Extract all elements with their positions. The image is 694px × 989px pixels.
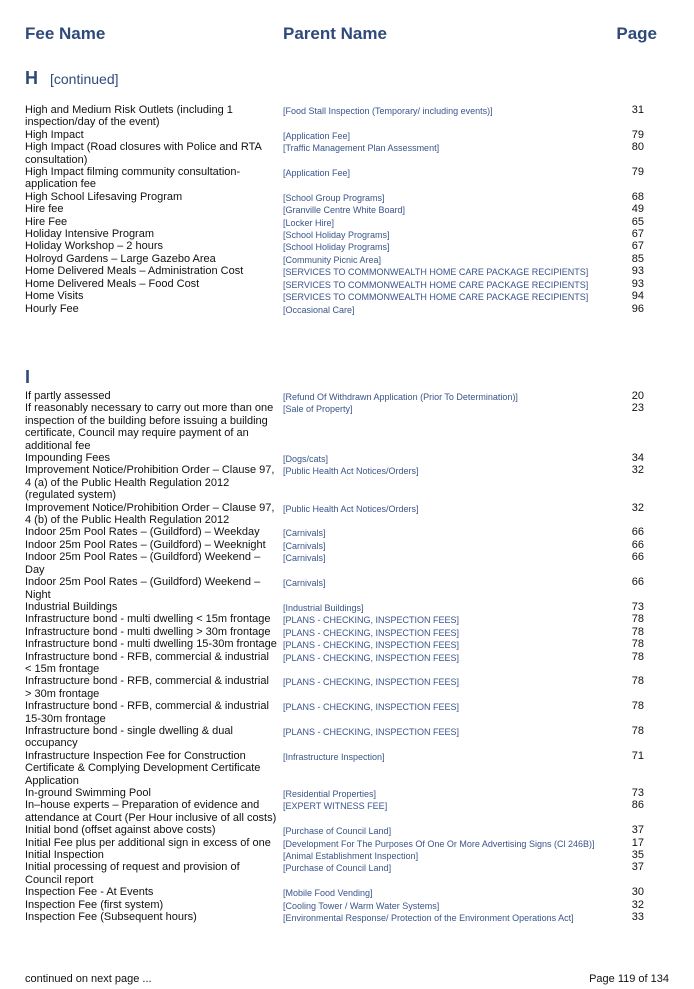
fee-name: Holiday Intensive Program xyxy=(25,228,155,241)
continued-footer: continued on next page ... xyxy=(25,973,152,985)
fee-name: Improvement Notice/Prohibition Order – Clause 97, 4 (b) of the Public Health Regulation 2012 xyxy=(25,501,275,527)
page-number-cell: 66 xyxy=(631,538,644,551)
table-row xyxy=(25,526,645,538)
table-row xyxy=(25,911,645,923)
parent-name-link[interactable]: [PLANS - CHECKING, INSPECTION FEES] xyxy=(283,677,460,688)
table-row xyxy=(25,303,645,315)
parent-name-link[interactable]: [PLANS - CHECKING, INSPECTION FEES] xyxy=(283,702,460,713)
table-row xyxy=(25,539,645,551)
parent-name-link[interactable]: [Carnivals] xyxy=(283,540,326,551)
parent-name-link[interactable]: [Carnivals] xyxy=(283,528,326,539)
parent-name-link[interactable]: [Environmental Response/ Protection of the Environment Operations Act] xyxy=(283,913,574,924)
parent-name-link[interactable]: [School Holiday Programs] xyxy=(283,242,390,253)
table-row xyxy=(25,129,645,141)
fee-name: Hire fee xyxy=(25,203,64,216)
fee-name: Infrastructure Inspection Fee for Construction Certificate & Complying Development Certificate Application xyxy=(25,749,261,787)
table-row xyxy=(25,837,645,849)
page-number-cell: 79 xyxy=(631,166,644,179)
parent-name-link[interactable]: [SERVICES TO COMMONWEALTH HOME CARE PACKAGE RECIPIENTS] xyxy=(283,279,589,290)
table-row xyxy=(25,886,645,898)
table-row xyxy=(25,502,645,527)
fee-name: Initial bond (offset against above costs) xyxy=(25,824,216,837)
h-entries xyxy=(25,104,645,315)
page-number-cell: 66 xyxy=(631,576,644,589)
parent-name-link[interactable]: [Carnivals] xyxy=(283,578,326,589)
fee-name: Indoor 25m Pool Rates – (Guildford) Weekend – Day xyxy=(25,551,261,576)
table-row xyxy=(25,725,645,750)
table-row xyxy=(25,750,645,787)
fee-name: Holiday Workshop – 2 hours xyxy=(25,240,163,253)
page-number-cell: 67 xyxy=(631,240,644,253)
fee-name: Home Delivered Meals – Administration Cost xyxy=(25,265,244,278)
parent-name-link[interactable]: [EXPERT WITNESS FEE] xyxy=(283,801,388,812)
page-number-cell: 78 xyxy=(631,638,644,651)
page-number-cell: 37 xyxy=(631,824,644,837)
parent-name-link[interactable]: [Carnivals] xyxy=(283,553,326,564)
table-row xyxy=(25,104,645,129)
parent-name-link[interactable]: [Public Health Act Notices/Orders] xyxy=(283,503,419,514)
page-number-cell: 78 xyxy=(631,625,644,638)
parent-name-link[interactable]: [Food Stall Inspection (Temporary/ including events)] xyxy=(283,106,493,116)
fee-name: Infrastructure bond - multi dwelling < 15m frontage xyxy=(25,613,271,626)
parent-name-link[interactable]: [Purchase of Council Land] xyxy=(283,826,392,837)
page-number-cell: 37 xyxy=(631,861,644,874)
table-row xyxy=(25,166,645,191)
fee-name: High Impact filming community consultation-application fee xyxy=(25,166,241,191)
fee-name: Initial Inspection xyxy=(25,849,104,862)
table-row xyxy=(25,613,645,625)
fee-name: In-ground Swimming Pool xyxy=(25,787,151,799)
parent-name-link[interactable]: [Animal Establishment Inspection] xyxy=(283,851,419,862)
table-row xyxy=(25,191,645,203)
parent-name-link[interactable]: [Dogs/cats] xyxy=(283,454,329,465)
table-row xyxy=(25,626,645,638)
page-number-cell: 73 xyxy=(631,787,644,799)
fee-name: Infrastructure bond - single dwelling & dual occupancy xyxy=(25,724,233,750)
parent-name-link[interactable]: [PLANS - CHECKING, INSPECTION FEES] xyxy=(283,640,460,651)
table-row xyxy=(25,265,645,277)
page-number-cell: 79 xyxy=(631,128,644,141)
table-row xyxy=(25,861,645,886)
parent-name-link[interactable]: [Purchase of Council Land] xyxy=(283,863,392,874)
fee-name-header: Fee Name xyxy=(25,24,106,43)
page-number-cell: 68 xyxy=(631,190,644,203)
page-number-cell: 66 xyxy=(631,526,644,539)
fee-name: Hourly Fee xyxy=(25,302,79,315)
table-row xyxy=(25,799,645,824)
page-number-cell: 85 xyxy=(631,252,644,265)
page-number-cell: 34 xyxy=(631,452,644,465)
parent-name-link[interactable]: [PLANS - CHECKING, INSPECTION FEES] xyxy=(283,627,460,638)
fee-name: High Impact (Road closures with Police and RTA consultation) xyxy=(25,141,262,166)
page-number-cell: 86 xyxy=(631,799,644,812)
page-number-cell: 71 xyxy=(631,749,644,762)
table-row xyxy=(25,253,645,265)
fee-name: Indoor 25m Pool Rates – (Guildford) Weekend – Night xyxy=(25,576,261,601)
page-number-cell: 66 xyxy=(631,551,644,564)
parent-name-link[interactable]: [School Group Programs] xyxy=(283,192,385,203)
parent-name-link[interactable]: [Mobile Food Vending] xyxy=(283,888,373,899)
fee-name: In–house experts – Preparation of evidence and attendance at Court (Per Hour inclusive of all costs) xyxy=(25,799,277,824)
table-row xyxy=(25,849,645,861)
parent-name-link[interactable]: [Traffic Management Plan Assessment] xyxy=(283,143,440,154)
table-row xyxy=(25,278,645,290)
fee-name: Infrastructure bond - multi dwelling 15-30m frontage xyxy=(25,638,277,651)
parent-name-link[interactable]: [Occasional Care] xyxy=(283,304,355,315)
parent-name-link[interactable]: [Sale of Property] xyxy=(283,404,353,415)
page-number-cell: 67 xyxy=(631,228,644,241)
page-number-cell: 33 xyxy=(631,911,644,924)
fee-name: If reasonably necessary to carry out more than one inspection of the building before issuing a building certificate, Council may require payment of an additional fee xyxy=(25,402,274,452)
page-number: Page 119 of 134 xyxy=(589,973,669,985)
fee-name: Inspection Fee - At Events xyxy=(25,886,154,899)
table-row xyxy=(25,675,645,700)
fee-name: Impounding Fees xyxy=(25,452,110,465)
fee-name: Indoor 25m Pool Rates – (Guildford) – Weekday xyxy=(25,526,260,539)
page-number-cell: 35 xyxy=(631,849,644,862)
page-header: Page xyxy=(616,24,657,43)
parent-name-link[interactable]: [PLANS - CHECKING, INSPECTION FEES] xyxy=(283,726,460,737)
page-number-cell: 17 xyxy=(631,836,644,849)
fee-name: Home Delivered Meals – Food Cost xyxy=(25,277,200,290)
page-number-cell: 32 xyxy=(631,464,644,477)
fee-name: Infrastructure bond - RFB, commercial & industrial > 30m frontage xyxy=(25,675,269,700)
page-number-cell: 78 xyxy=(631,675,644,688)
table-row xyxy=(25,240,645,252)
page-number-cell: 93 xyxy=(631,277,644,290)
fee-name: Indoor 25m Pool Rates – (Guildford) – Weeknight xyxy=(25,538,266,551)
page-number-cell: 30 xyxy=(631,886,644,899)
table-row xyxy=(25,551,645,576)
fee-name: High Impact xyxy=(25,128,84,141)
fee-name: Initial processing of request and provision of Council report xyxy=(25,861,240,886)
fee-name: Industrial Buildings xyxy=(25,600,118,613)
page-number-cell: 93 xyxy=(631,265,644,278)
parent-name-link[interactable]: [Granville Centre White Board] xyxy=(283,205,406,216)
section-letter-i: I xyxy=(25,367,31,387)
fee-name: Inspection Fee (Subsequent hours) xyxy=(25,911,197,924)
page-number-cell: 73 xyxy=(631,600,644,613)
parent-name-link[interactable]: [Application Fee] xyxy=(283,130,351,141)
parent-name-link[interactable]: [Public Health Act Notices/Orders] xyxy=(283,466,419,477)
page-number-cell: 78 xyxy=(631,700,644,713)
fee-name: High School Lifesaving Program xyxy=(25,190,183,203)
table-row xyxy=(25,601,645,613)
parent-name-header: Parent Name xyxy=(283,24,387,43)
fee-name: Initial Fee plus per additional sign in excess of one xyxy=(25,836,271,849)
page-number-cell: 32 xyxy=(631,898,644,911)
page-number-cell: 78 xyxy=(631,613,644,626)
table-row xyxy=(25,651,645,676)
page-number-cell: 94 xyxy=(631,290,644,303)
page-number-cell: 23 xyxy=(631,402,644,415)
parent-name-link[interactable]: [Community Picnic Area] xyxy=(283,254,382,265)
fee-name: Infrastructure bond - multi dwelling > 30m frontage xyxy=(25,625,271,638)
page-number-cell: 80 xyxy=(631,141,644,154)
page-number-cell: 78 xyxy=(631,724,644,737)
fee-name: Inspection Fee (first system) xyxy=(25,898,164,911)
fee-name: Improvement Notice/Prohibition Order – Clause 97, 4 (a) of the Public Health Regulation 2012 (regulated system) xyxy=(25,464,275,502)
fee-name: Hire Fee xyxy=(25,215,68,228)
table-row xyxy=(25,787,645,799)
section-letter: H xyxy=(25,68,38,88)
parent-name-link[interactable]: [School Holiday Programs] xyxy=(283,230,390,241)
page-number-cell: 32 xyxy=(631,501,644,514)
parent-name-link[interactable]: [PLANS - CHECKING, INSPECTION FEES] xyxy=(283,652,460,663)
table-row xyxy=(25,576,645,601)
table-row xyxy=(25,638,645,650)
table-row xyxy=(25,228,645,240)
continued-label: [continued] xyxy=(50,71,119,87)
table-row xyxy=(25,203,645,215)
table-row xyxy=(25,216,645,228)
page-number-cell: 20 xyxy=(631,390,644,402)
i-entries xyxy=(25,390,645,923)
fee-name: Home Visits xyxy=(25,290,84,303)
table-row xyxy=(25,464,645,501)
page-number-cell: 65 xyxy=(631,215,644,228)
parent-name-link[interactable]: [Infrastructure Inspection] xyxy=(283,751,385,762)
table-row xyxy=(25,402,645,452)
parent-name-link[interactable]: [PLANS - CHECKING, INSPECTION FEES] xyxy=(283,615,460,626)
page-number-cell: 49 xyxy=(631,203,644,216)
parent-name-link[interactable]: [SERVICES TO COMMONWEALTH HOME CARE PACKAGE RECIPIENTS] xyxy=(283,292,589,303)
table-row xyxy=(25,290,645,302)
parent-name-link[interactable]: [Residential Properties] xyxy=(283,789,377,799)
parent-name-link[interactable]: [Locker Hire] xyxy=(283,217,335,228)
fee-name: Holroyd Gardens – Large Gazebo Area xyxy=(25,252,216,265)
page-number-cell: 78 xyxy=(631,650,644,663)
table-row xyxy=(25,700,645,725)
fee-name: High and Medium Risk Outlets (including 1 inspection/day of the event) xyxy=(25,104,233,129)
parent-name-link[interactable]: [Development For The Purposes Of One Or More Advertising Signs (Cl 246B)] xyxy=(283,838,595,849)
table-row xyxy=(25,390,645,402)
fee-name: Infrastructure bond - RFB, commercial & industrial < 15m frontage xyxy=(25,650,269,675)
page-number-cell: 31 xyxy=(631,104,644,116)
table-row xyxy=(25,899,645,911)
table-row xyxy=(25,141,645,166)
table-row xyxy=(25,452,645,464)
parent-name-link[interactable]: [SERVICES TO COMMONWEALTH HOME CARE PACKAGE RECIPIENTS] xyxy=(283,267,589,278)
parent-name-link[interactable]: [Application Fee] xyxy=(283,168,351,179)
table-row xyxy=(25,824,645,836)
section-letter-h xyxy=(25,68,119,89)
parent-name-link[interactable]: [Refund Of Withdrawn Application (Prior To Determination)] xyxy=(283,392,518,402)
parent-name-link[interactable]: [Industrial Buildings] xyxy=(283,602,364,613)
parent-name-link[interactable]: [Cooling Tower / Warm Water Systems] xyxy=(283,900,440,911)
fee-name: If partly assessed xyxy=(25,390,111,402)
fee-name: Infrastructure bond - RFB, commercial & industrial 15-30m frontage xyxy=(25,700,269,725)
page-number-cell: 96 xyxy=(631,302,644,315)
